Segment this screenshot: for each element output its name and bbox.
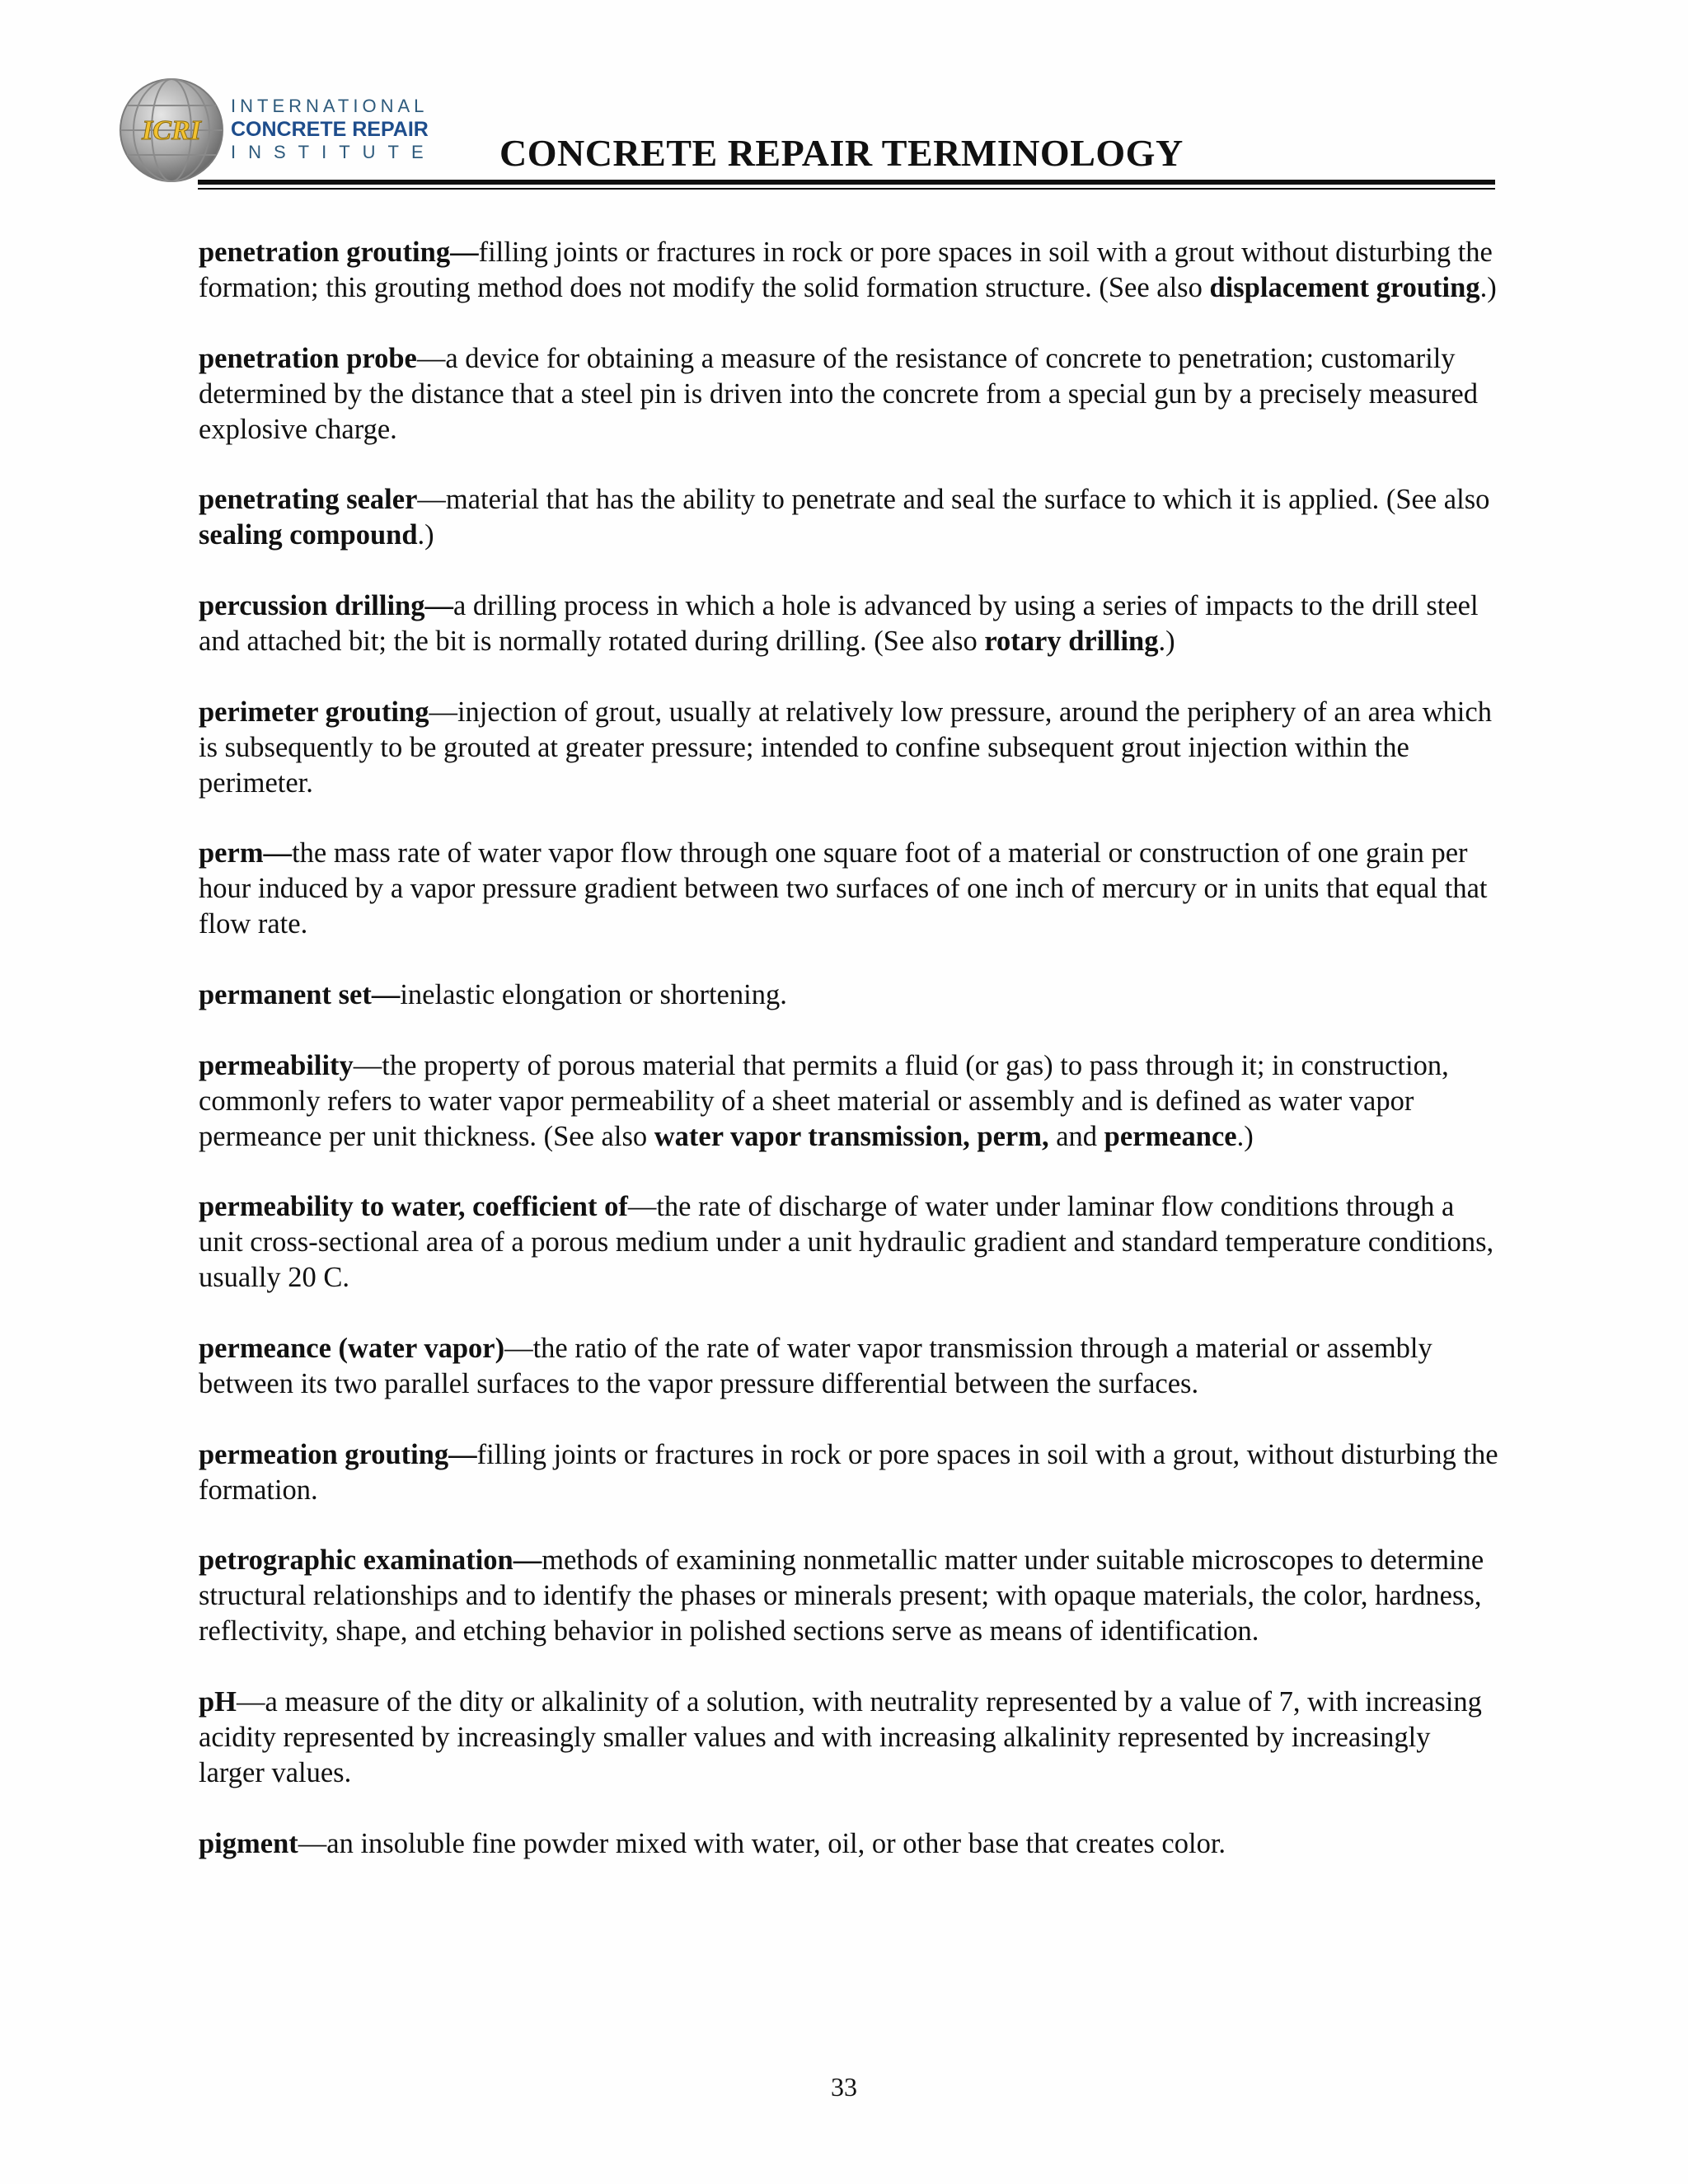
entry-tail: .) [417,519,434,551]
entry-definition: —a measure of the dity or alkalinity of a solution, with neutrality represented by a value of 7, with increasing acidity represented by increasingly smaller values and with increasing alkalinity represented by increasingly larger values. [199,1685,1482,1788]
entry-term: penetrating sealer [199,484,418,516]
entry-term: pH [199,1685,237,1718]
entry-term: perimeter grouting [199,696,429,728]
glossary-entry [199,1437,1501,1508]
logo-line-concrete-repair: CONCRETE REPAIR [231,118,429,141]
page-number: 33 [831,2072,857,2102]
logo-line-institute: INSTITUTE [231,142,436,162]
icri-logo [115,73,462,188]
entry-definition: —material that has the ability to penetrate and seal the surface to which it is applied. (See also [417,484,1490,516]
entry-cross-reference: permeance [1104,1120,1237,1152]
logo-line-international: INTERNATIONAL [231,96,429,116]
glossary-entry [199,1189,1501,1296]
header-rule-thick [198,180,1495,185]
glossary-entry [199,1826,1501,1862]
glossary-entry [199,588,1501,659]
glossary-entry [199,235,1501,306]
entry-definition: filling joints or fractures in rock or pore spaces in soil with a grout without disturbing the formation; this grouting method does not modify the solid formation structure. (See also [199,237,1493,303]
entry-tail: .) [1236,1120,1254,1152]
page-title: CONCRETE REPAIR TERMINOLOGY [499,132,1184,174]
entry-term: percussion drilling— [199,590,453,622]
glossary-entries [199,235,1501,1896]
entry-definition: inelastic elongation or shortening. [400,978,787,1010]
entry-definition: —the ratio of the rate of water vapor transmission through a material or assembly between its two parallel surfaces to the vapor pressure differential between the surfaces. [199,1332,1432,1399]
entry-term: permeation grouting— [199,1438,477,1470]
globe-emblem-icon [115,73,231,188]
entry-term: petrographic examination— [199,1544,542,1577]
header-rule-thin [198,188,1495,190]
glossary-entry [199,977,1501,1013]
entry-definition: —injection of grout, usually at relatively low pressure, around the periphery of an area which is subsequently to be grouted at greater pressure; intended to confine subsequent grout injection within the perimeter. [199,696,1492,799]
entry-term: permeability [199,1049,354,1081]
glossary-entry [199,1685,1501,1791]
logo-emblem-text: ICRI [142,115,201,146]
entry-definition: a drilling process in which a hole is advanced by using a series of impacts to the drill steel and attached bit; the bit is normally rotated during drilling. (See also [199,590,1479,657]
glossary-entry [199,1543,1501,1649]
entry-tail: .) [1479,271,1497,303]
entry-cross-reference: water vapor transmission, perm, [654,1120,1049,1152]
entry-definition: —the property of porous material that permits a fluid (or gas) to pass through it; in construction, commonly refers to water vapor permeability of a sheet material or assembly and is defined as water vapor permeance per unit thickness. (See also [199,1049,1449,1152]
entry-cross-reference: displacement grouting [1209,271,1480,303]
entry-term: perm— [199,837,293,869]
entry-cross-reference: rotary drilling [984,625,1159,657]
entry-definition: —a device for obtaining a measure of the resistance of concrete to penetration; customarily determined by the distance that a steel pin is driven into the concrete from a special gun by a precisely measured explosive charge. [199,342,1478,445]
glossary-entry [199,695,1501,801]
entry-definition: the mass rate of water vapor flow through one square foot of a material or construction of one grain per hour induced by a vapor pressure gradient between two surfaces of one inch of mercury or in units that equal that flow rate. [199,837,1488,940]
logo-wordmark [231,96,436,163]
entry-definition: methods of examining nonmetallic matter under suitable microscopes to determine structural relationships and to identify the phases or minerals present; with opaque materials, the color, hardness, reflectivity, shape, and etching behavior in polished sections serve as means of identification. [199,1544,1484,1647]
entry-term: pigment [199,1827,298,1859]
glossary-entry [199,1331,1501,1402]
entry-term: permeability to water, coefficient of [199,1191,628,1223]
entry-tail: .) [1158,625,1175,657]
entry-term: permeance (water vapor) [199,1332,505,1364]
entry-definition: filling joints or fractures in rock or pore spaces in soil with a grout, without disturbing the formation. [199,1438,1498,1506]
glossary-entry [199,1048,1501,1155]
entry-definition: —the rate of discharge of water under laminar flow conditions through a unit cross-sectional area of a porous medium under a unit hydraulic gradient and standard temperature conditions, usually 20 C. [199,1191,1494,1294]
entry-definition: —an insoluble fine powder mixed with water, oil, or other base that creates color. [298,1827,1226,1859]
glossary-entry [199,482,1501,553]
entry-term: penetration grouting— [199,237,479,268]
entry-term: permanent set— [199,978,401,1010]
entry-term: penetration probe [199,342,417,374]
glossary-entry [199,341,1501,448]
entry-mid: and [1048,1120,1104,1152]
glossary-entry [199,836,1501,942]
entry-cross-reference: sealing compound [199,519,418,551]
